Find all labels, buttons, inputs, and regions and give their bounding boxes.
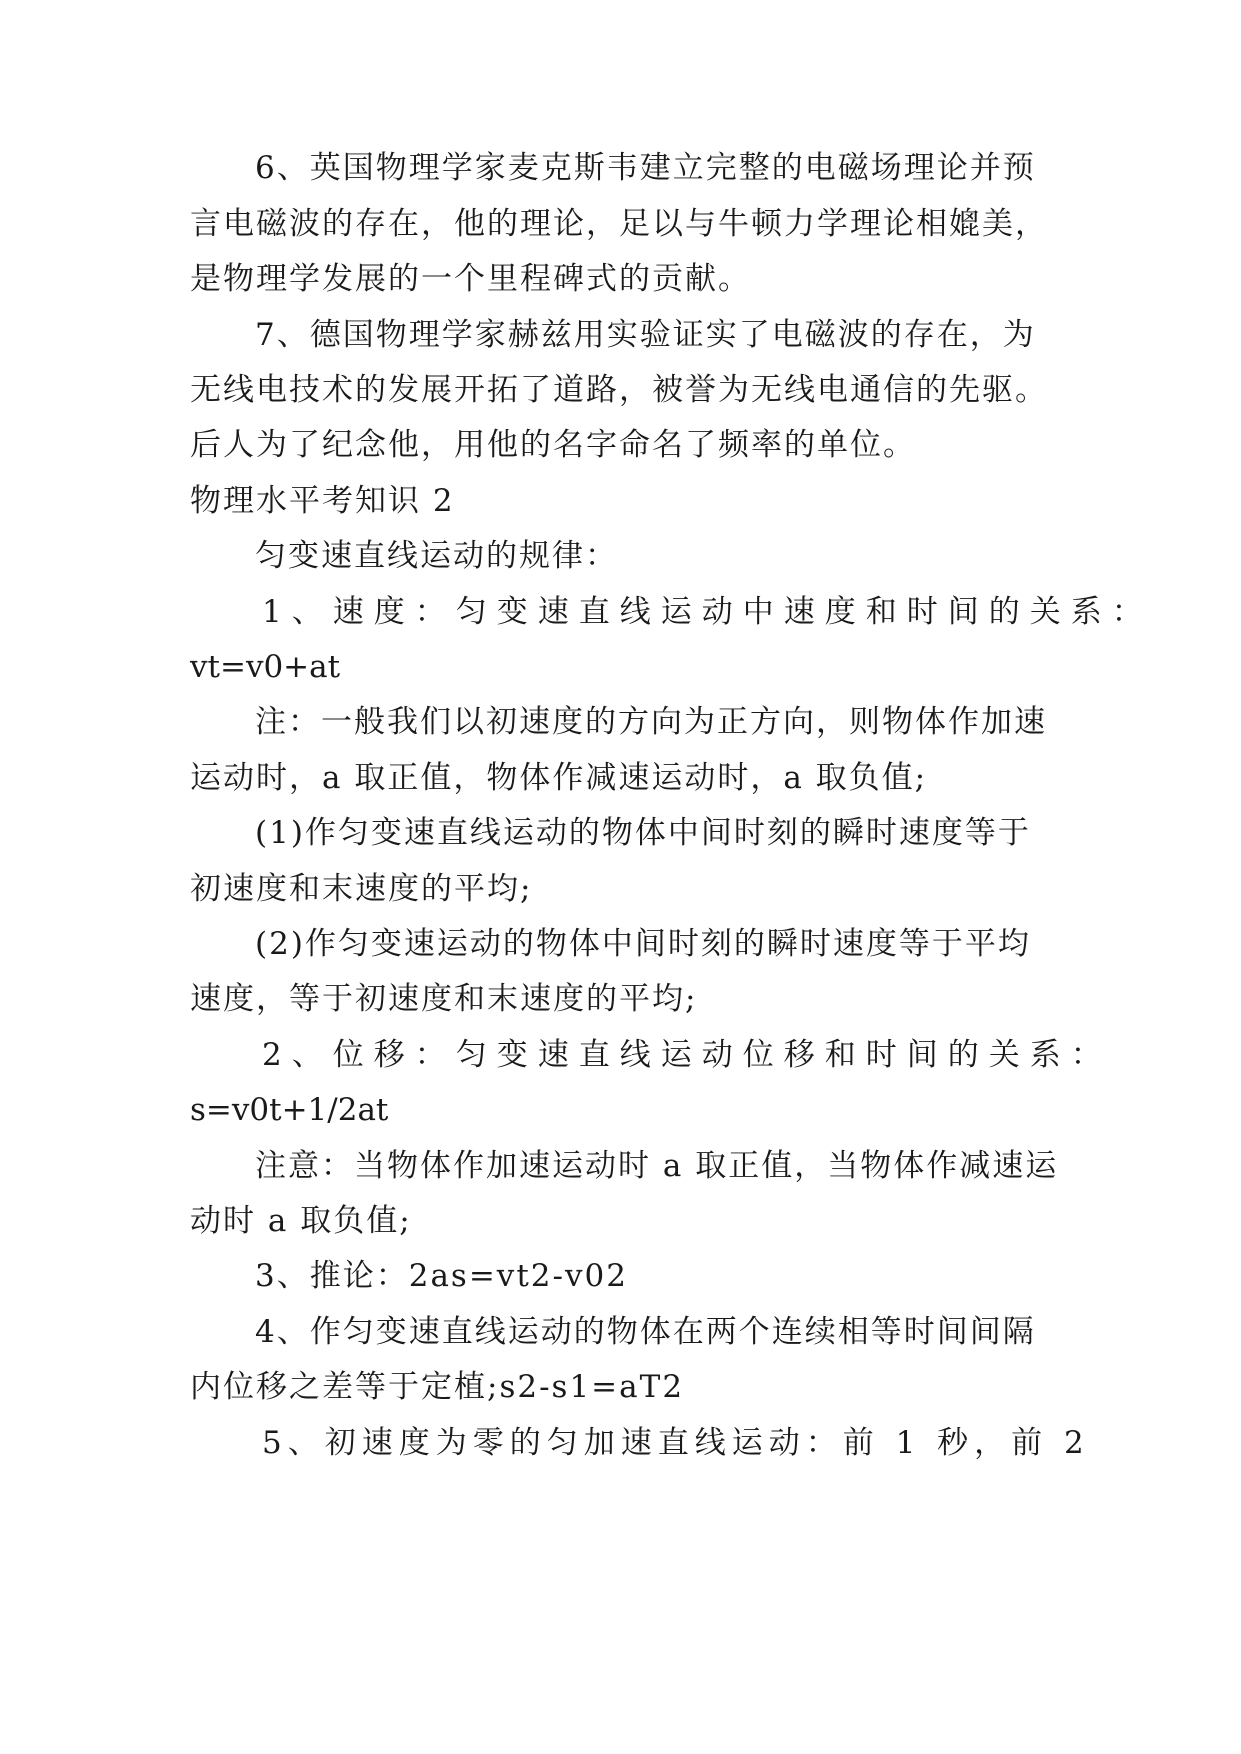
paragraph-line: 3、推论：2as=vt2-v02 xyxy=(255,1258,628,1294)
paragraph-line: 6、英国物理学家麦克斯韦建立完整的电磁场理论并预 xyxy=(255,150,1036,186)
paragraph-line: 注：一般我们以初速度的方向为正方向，则物体作加速 xyxy=(255,704,1047,740)
paragraph-line: 初速度和末速度的平均; xyxy=(190,871,533,907)
paragraph-line: 5、初速度为零的匀加速直线运动：前 1 秒，前 2 xyxy=(262,1425,1090,1461)
formula-line: vt=v0+at xyxy=(190,649,341,685)
paragraph-line: 内位移之差等于定植;s2-s1=aT2 xyxy=(190,1369,685,1405)
formula-line: s=v0t+1/2at xyxy=(190,1092,389,1128)
paragraph-line: 言电磁波的存在，他的理论，足以与牛顿力学理论相媲美， xyxy=(190,206,1048,242)
paragraph-line: 无线电技术的发展开拓了道路，被誉为无线电通信的先驱。 xyxy=(190,372,1048,408)
paragraph-line: 匀变速直线运动的规律： xyxy=(255,538,618,574)
paragraph-line: 7、德国物理学家赫兹用实验证实了电磁波的存在，为 xyxy=(255,317,1036,353)
paragraph-line: (1)作匀变速直线运动的物体中间时刻的瞬时速度等于 xyxy=(255,815,1031,851)
paragraph-line: 2、位移：匀变速直线运动位移和时间的关系： xyxy=(262,1037,1112,1073)
paragraph-line: (2)作匀变速运动的物体中间时刻的瞬时速度等于平均 xyxy=(255,926,1031,962)
paragraph-line: 是物理学发展的一个里程碑式的贡献。 xyxy=(190,261,751,297)
section-heading: 物理水平考知识 2 xyxy=(190,483,455,519)
paragraph-line: 4、作匀变速直线运动的物体在两个连续相等时间间隔 xyxy=(255,1314,1036,1350)
paragraph-line: 1、速度：匀变速直线运动中速度和时间的关系： xyxy=(262,594,1153,630)
paragraph-line: 注意：当物体作加速运动时 a 取正值，当物体作减速运 xyxy=(255,1148,1059,1184)
paragraph-line: 运动时，a 取正值，物体作减速运动时，a 取负值; xyxy=(190,760,928,796)
paragraph-line: 动时 a 取负值; xyxy=(190,1203,412,1239)
paragraph-line: 速度，等于初速度和末速度的平均; xyxy=(190,981,698,1017)
paragraph-line: 后人为了纪念他，用他的名字命名了频率的单位。 xyxy=(190,427,916,463)
